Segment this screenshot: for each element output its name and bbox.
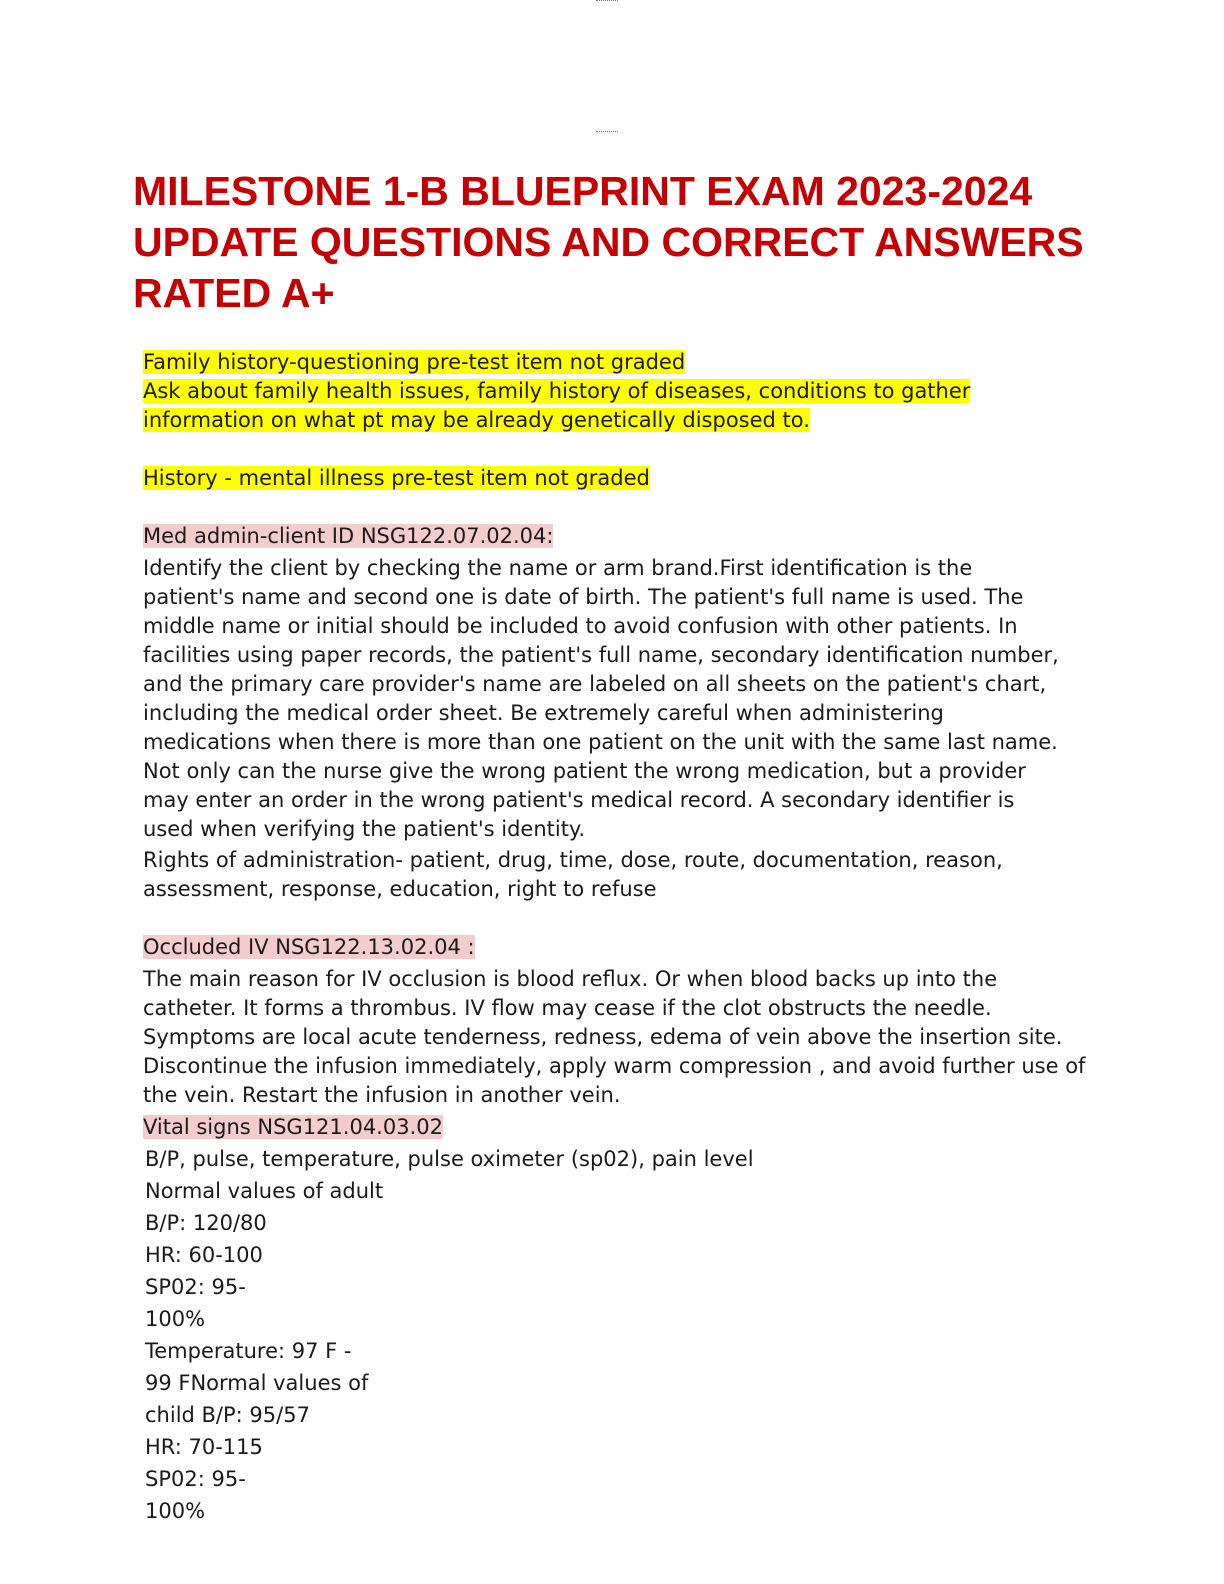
family-history-line-2: information on what pt may be already genetically disposed to. [143,408,810,432]
med-admin-heading: Med admin-client ID NSG122.07.02.04: [143,524,554,548]
section-med-admin [143,522,1103,904]
vital-signs-line: 99 FNormal values of [145,1371,369,1395]
med-admin-rights: Rights of administration- patient, drug, time, dose, route, documentation, reason, assessment, response, education, right to refuse [143,848,1003,901]
family-history-line-1: Ask about family health issues, family history of diseases, conditions to gather [143,379,971,403]
occluded-iv-heading: Occluded IV NSG122.13.02.04 : [143,935,475,959]
vital-signs-line: Normal values of adult [145,1179,384,1203]
vital-signs-line: SP02: 95- [145,1275,246,1299]
vital-signs-line: child B/P: 95/57 [145,1403,310,1427]
vital-signs-heading: Vital signs NSG121.04.03.02 [143,1115,443,1139]
occluded-iv-body: The main reason for IV occlusion is blood reflux. Or when blood backs up into the catheter. It forms a thrombus. IV flow may cease if the clot obstructs the needle. Symptoms are local acute tenderness, redness, edema of vein above the insertion site. Discontinue the infusion immediately, apply warm compression , and avoid further use of the vein. Restart the infusion in another vein. [143,967,1086,1107]
vital-signs-line: HR: 60-100 [145,1243,263,1267]
vital-signs-line: B/P, pulse, temperature, pulse oximeter (sp02), pain level [145,1147,754,1171]
vital-signs-list [143,1143,1103,1527]
vital-signs-line: HR: 70-115 [145,1435,263,1459]
header-mark-second [596,131,618,133]
vital-signs-line: Temperature: 97 F - [145,1339,352,1363]
section-family-history [143,348,1103,435]
header-mark-top [596,0,618,2]
document-title: MILESTONE 1-B BLUEPRINT EXAM 2023-2024 UPDATE QUESTIONS AND CORRECT ANSWERS RATED A+ [133,168,1084,316]
document-body [143,348,1103,1527]
vital-signs-line: SP02: 95- [145,1467,246,1491]
med-admin-body: Identify the client by checking the name or arm brand.First identification is the patient's name and second one is date of birth. The patient's full name is used. The middle name or initial should be included to avoid confusion with other patients. In facilities using paper records, the patient's full name, secondary identification number, and the primary care provider's name are labeled on all sheets on the patient's chart, including the medical order sheet. Be extremely careful when administering medications when there is more than one patient on the unit with the same last name. Not only can the nurse give the wrong patient the wrong medication, but a provider may enter an order in the wrong patient's medical record. A secondary identifier is used when verifying the patient's identity. [143,556,1059,841]
section-vital-signs [143,1112,1103,1527]
mental-illness-heading: History - mental illness pre-test item not graded [143,466,650,490]
vital-signs-line: 100% [145,1499,206,1523]
vital-signs-line: 100% [145,1307,206,1331]
section-mental-illness [143,464,1103,493]
family-history-heading: Family history-questioning pre-test item not graded [143,350,686,374]
vital-signs-line: B/P: 120/80 [145,1211,267,1235]
section-occluded-iv [143,933,1103,1110]
